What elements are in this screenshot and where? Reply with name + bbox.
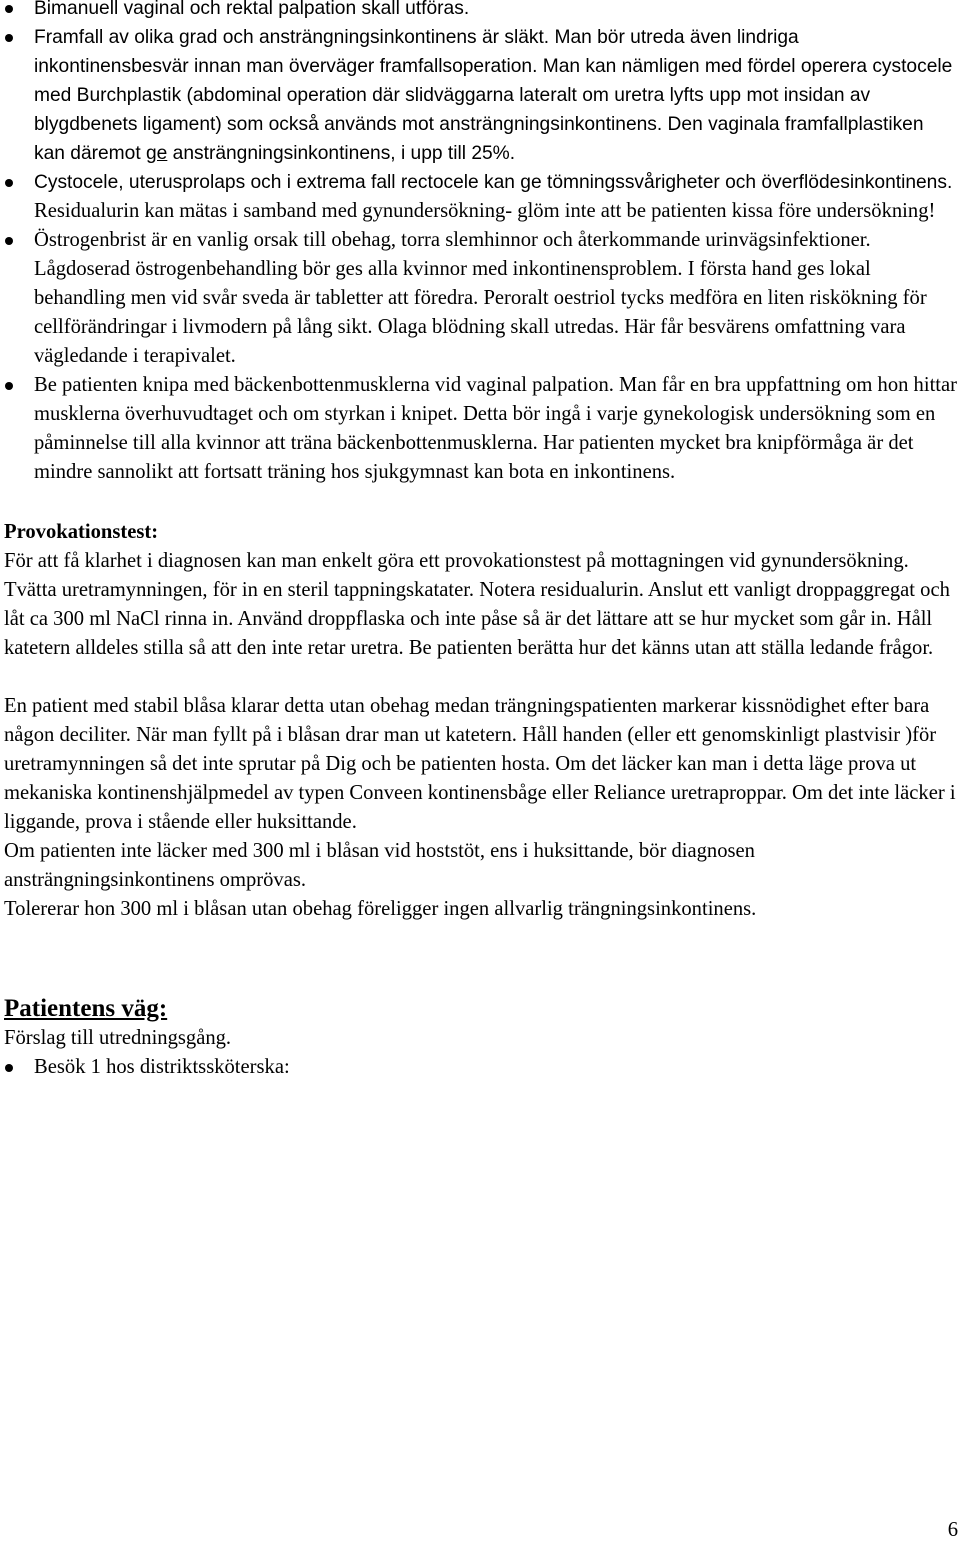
list-item-text: Residualurin kan mätas i samband med gynundersökning- glöm inte att be patienten kissa före undersökning!	[34, 200, 936, 222]
list-item	[4, 1053, 958, 1082]
list-item-text: Bimanuell vaginal och rektal palpation skall utföras.	[34, 0, 470, 19]
list-item	[4, 226, 958, 371]
list-item-text: Be patienten knipa med bäckenbottenmusklerna vid vaginal palpation. Man får en bra uppfattning om hon hittar musklerna överhuvudtaget och om styrkan i knipet. Detta bör ingå i varje gynekologisk undersökning som en påminnelse till alla kvinnor att träna bäckenbottenmusklerna. Har patienten mycket bra knipförmåga är det mindre sannolikt att fortsatt träning hos sjukgymnast kan bota en inkontinens.	[34, 374, 958, 483]
list-item-text: Besök 1 hos distriktssköterska:	[34, 1056, 290, 1078]
document-page	[4, 0, 958, 1082]
underlined-word: ge	[146, 143, 168, 164]
page-number: 6	[947, 1519, 958, 1541]
list-item	[4, 168, 958, 226]
paragraph: En patient med stabil blåsa klarar detta utan obehag medan trängningspatienten markerar kissnödighet efter bara någon deciliter. När man fyllt på i blåsan drar man ut katetern. Håll handen (eller ett genomskinligt plastvisir )för uretramynningen så det inte sprutar på Dig och be patienten hosta. Om det läcker kan man i detta läge prova ut mekaniska kontinenshjälpmedel av typen Conveen kontinensbåge eller Reliance uretraproppar. Om det inte läcker i liggande, prova i stående eller huksittande.	[4, 695, 956, 833]
bullet-icon	[5, 5, 13, 13]
list-item	[4, 0, 958, 23]
section-heading-provokationstest: Provokationstest:	[4, 521, 159, 543]
list-item	[4, 23, 958, 168]
bullet-list-patientens-vag	[4, 1053, 958, 1082]
bullet-icon	[5, 179, 13, 187]
bullet-list-top	[4, 0, 958, 487]
bullet-icon	[5, 237, 13, 245]
list-item-text: Framfall av olika grad och ansträngningsinkontinens är släkt. Man bör utreda även lindriga inkontinensbesvär innan man överväger framfallsoperation. Man kan nämligen med fördel operera cystocele med Burchplastik (abdominal operation där slidväggarna lateralt om uretra lyfts upp mot insidan av blygdbenets ligament) som också används mot ansträngningsinkontinens. Den vaginala framfallplastiken kan däremot	[34, 27, 953, 164]
list-item-text: Östrogenbrist är en vanlig orsak till obehag, torra slemhinnor och återkommande urinvägsinfektioner. Lågdoserad östrogenbehandling bör ges alla kvinnor med inkontinensproblem. I första hand ges lokal behandling men vid svår sveda är tabletter att föredra. Peroralt oestriol tycks medföra en liten riskökning för cellförändringar i livmodern på lång sikt. Olaga blödning skall utredas. Här får besvärens omfattning vara vägledande i terapivalet.	[34, 229, 927, 367]
list-item-text: ansträngningsinkontinens, i upp till 25%.	[167, 143, 516, 164]
paragraph: Om patienten inte läcker med 300 ml i blåsan vid hoststöt, ens i huksittande, bör diagnosen ansträngningsinkontinens omprövas.	[4, 840, 755, 891]
section-heading-patientens-vag: Patientens väg:	[4, 995, 168, 1022]
paragraph: För att få klarhet i diagnosen kan man enkelt göra ett provokationstest på mottagningen vid gynundersökning. Tvätta uretramynningen, för in en steril tappningskatater. Notera residualurin. Anslut ett vanligt droppaggregat och låt ca 300 ml NaCl rinna in. Använd droppflaska och inte påse så är det lättare att se hur mycket som går in. Håll katetern alldeles stilla så att den inte retar uretra. Be patienten berätta hur det känns utan att ställa ledande frågor.	[4, 550, 950, 659]
list-item-text: Cystocele, uterusprolaps och i extrema fall rectocele kan ge tömningssvårigheter och överflödesinkontinens.	[34, 172, 953, 193]
bullet-icon	[5, 382, 13, 390]
bullet-icon	[5, 1064, 13, 1072]
bullet-icon	[5, 34, 13, 42]
paragraph: Tolererar hon 300 ml i blåsan utan obehag föreligger ingen allvarlig trängningsinkontinens.	[4, 898, 757, 920]
subtitle: Förslag till utredningsgång.	[4, 1027, 232, 1049]
list-item	[4, 371, 958, 487]
